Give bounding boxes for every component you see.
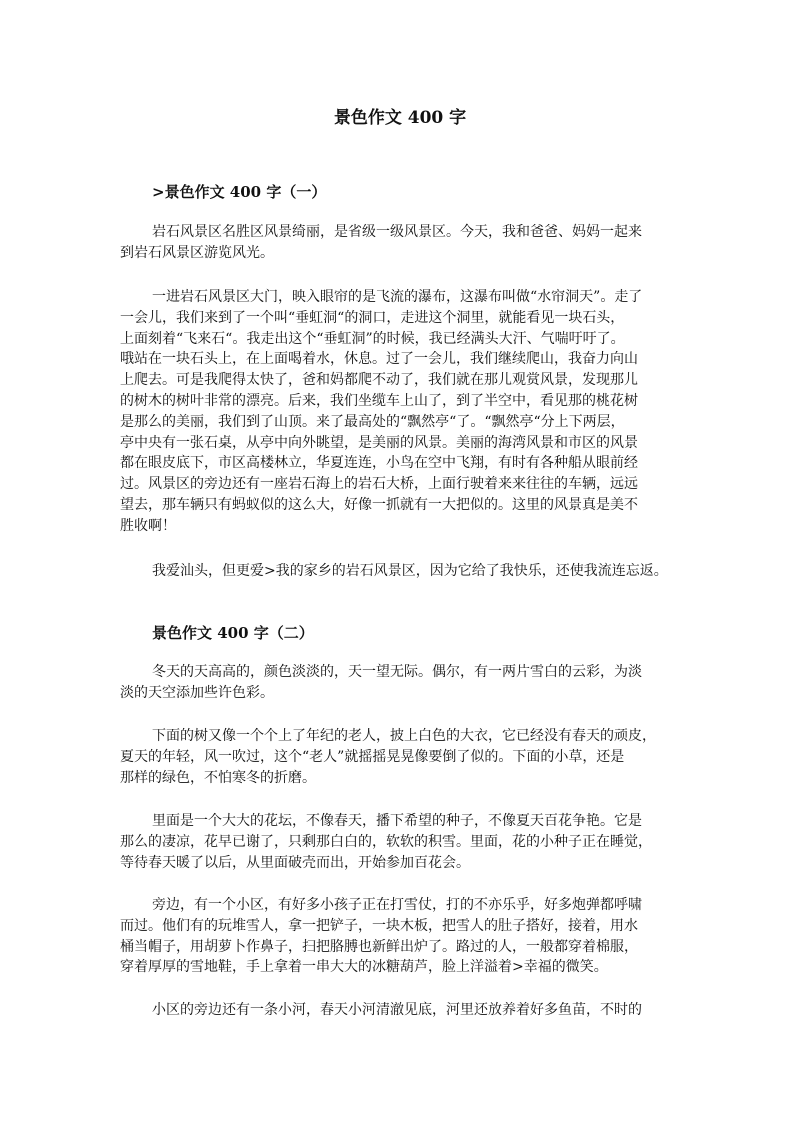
paragraph-line: 桶当帽子，用胡萝卜作鼻子，扫把胳膊也新鲜出炉了。路过的人，一般都穿着棉服， bbox=[120, 938, 638, 955]
paragraph-line: 那么的凄凉，花早已谢了，只剩那白白的，软软的积雪。里面，花的小种子正在睡觉， bbox=[120, 833, 652, 850]
section-2-paragraph-4 bbox=[120, 895, 700, 978]
paragraph-line: 都在眼皮底下，市区高楼林立，华夏连连，小鸟在空中飞翔，有时有各种船从眼前经 bbox=[120, 455, 638, 472]
section-2-paragraph-2 bbox=[120, 726, 700, 788]
paragraph-line: 而过。他们有的玩堆雪人，拿一把铲子，一块木板，把雪人的肚子搭好，接着，用水 bbox=[120, 917, 638, 934]
section-2-paragraph-3 bbox=[120, 811, 700, 873]
section-1-paragraph-3 bbox=[120, 561, 700, 582]
paragraph-line: 亭中央有一张石桌，从亭中向外眺望，是美丽的风景。美丽的海湾风景和市区的风景 bbox=[120, 434, 638, 451]
paragraph-line: 里面是一个大大的花坛，不像春天，播下希望的种子，不像夏天百花争艳。它是 bbox=[152, 813, 642, 829]
section-2-paragraph-1 bbox=[120, 662, 700, 704]
paragraph-line: 淡的天空添加些许色彩。 bbox=[120, 684, 274, 701]
paragraph-line: 下面的树又像一个个上了年纪的老人，披上白色的大衣，它已经没有春天的顽皮， bbox=[152, 728, 656, 744]
paragraph-line: 是那么的美丽，我们到了山顶。来了最高处的“飘然亭“了。“飘然亭“分上下两层， bbox=[120, 413, 625, 430]
paragraph-line: 一进岩石风景区大门，映入眼帘的是飞流的瀑布，这瀑布叫做“水帘洞天”。走了 bbox=[152, 289, 643, 305]
paragraph-line: 过。风景区的旁边还有一座岩石海上的岩石大桥，上面行驶着来来往往的车辆，远远 bbox=[120, 476, 638, 493]
paragraph-line: 望去，那车辆只有蚂蚁似的这么大，好像一抓就有一大把似的。这里的风景真是美不 bbox=[120, 496, 638, 513]
section-2-heading: 景色作文 400 字（二） bbox=[152, 624, 314, 642]
section-1-paragraph-1 bbox=[120, 222, 700, 264]
paragraph-line: 我爱汕头，但更爱>我的家乡的岩石风景区，因为它给了我快乐，还使我流连忘返。 bbox=[152, 563, 668, 579]
paragraph-line: 胜收啊！ bbox=[120, 517, 176, 534]
paragraph-line: 小区的旁边还有一条小河，春天小河清澈见底，河里还放养着好多鱼苗，不时的 bbox=[152, 1002, 642, 1018]
paragraph-line: 夏天的年轻，风一吹过，这个“老人”就摇摇晃晃像要倒了似的。下面的小草，还是 bbox=[120, 748, 625, 765]
paragraph-line: 上面刻着“飞来石“。我走出这个“垂虹洞”的时候，我已经满头大汗、气喘吁吁了。 bbox=[120, 330, 625, 347]
document-title: 景色作文 400 字 bbox=[333, 108, 467, 128]
paragraph-line: 岩石风景区名胜区风景绮丽，是省级一级风景区。今天，我和爸爸、妈妈一起来 bbox=[152, 224, 642, 240]
paragraph-line: 穿着厚厚的雪地鞋，手上拿着一串大大的冰糖葫芦，脸上洋溢着>幸福的微笑。 bbox=[120, 959, 608, 976]
section-2-paragraph-5 bbox=[120, 1000, 700, 1021]
paragraph-line: 上爬去。可是我爬得太快了，爸和妈都爬不动了，我们就在那儿观赏风景，发现那儿 bbox=[120, 372, 638, 389]
paragraph-line: 的树木的树叶非常的漂亮。后来，我们坐缆车上山了，到了半空中，看见那的桃花树 bbox=[120, 392, 638, 409]
paragraph-line: 哦站在一块石头上，在上面喝着水，休息。过了一会儿，我们继续爬山，我奋力向山 bbox=[120, 351, 638, 368]
paragraph-line: 到岩石风景区游览风光。 bbox=[120, 244, 274, 261]
paragraph-line: 等待春天暖了以后，从里面破壳而出，开始参加百花会。 bbox=[120, 854, 470, 871]
paragraph-line: 旁边，有一个小区，有好多小孩子正在打雪仗，打的不亦乐乎，好多炮弹都呼啸 bbox=[152, 897, 642, 913]
section-1-paragraph-2 bbox=[120, 287, 700, 537]
paragraph-line: 冬天的天高高的，颜色淡淡的，天一望无际。偶尔，有一两片雪白的云彩，为淡 bbox=[152, 664, 642, 680]
paragraph-line: 那样的绿色，不怕寒冬的折磨。 bbox=[120, 769, 316, 786]
section-1-heading: >景色作文 400 字（一） bbox=[152, 183, 327, 201]
paragraph-line: 一会儿，我们来到了一个叫“垂虹洞“的洞口，走进这个洞里，就能看见一块石头， bbox=[120, 309, 625, 326]
